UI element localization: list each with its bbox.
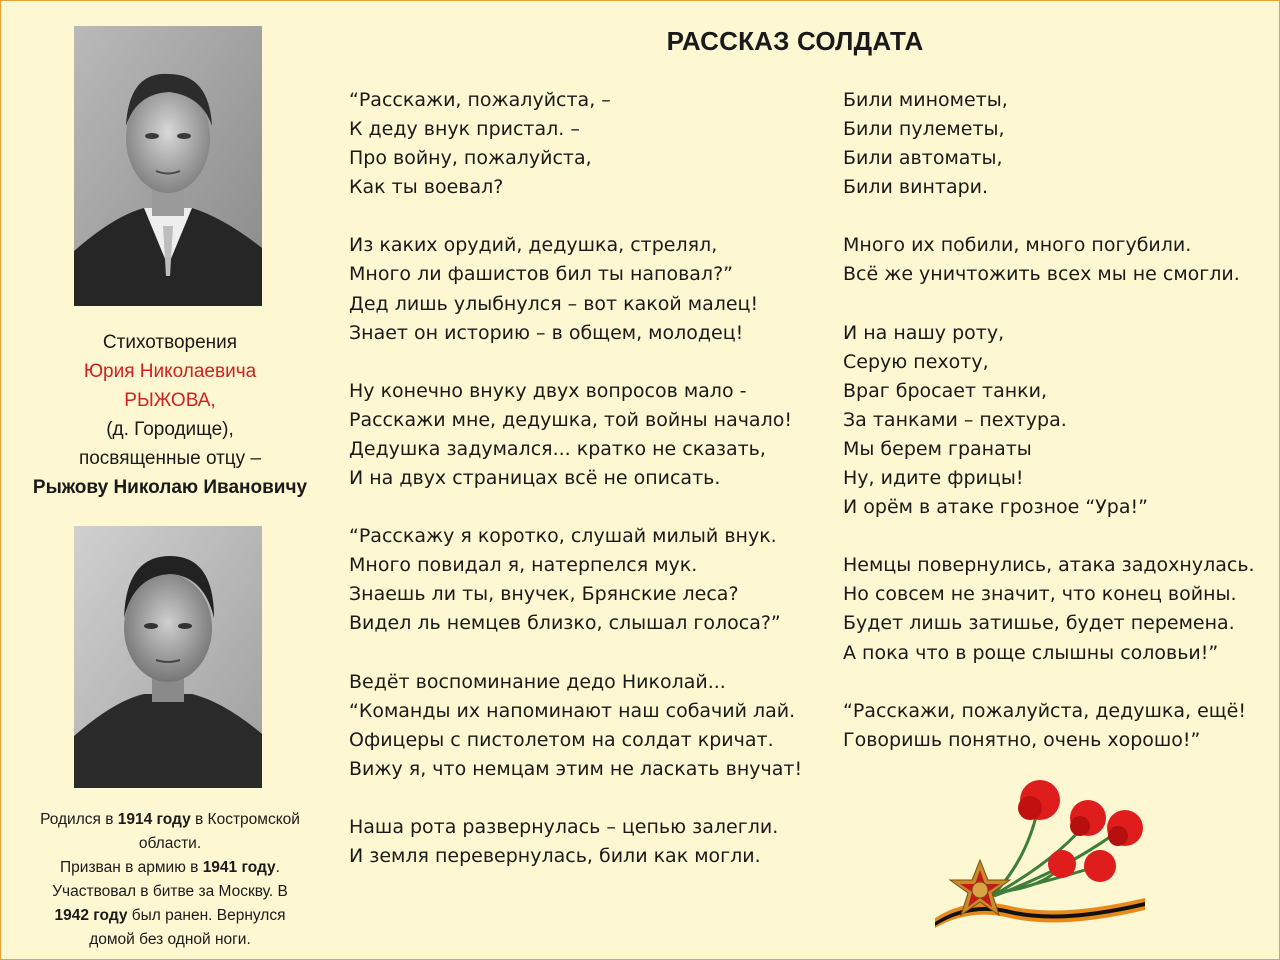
poem-line: Про войну, пожалуйста, xyxy=(349,147,592,170)
poem-stanza xyxy=(349,813,802,871)
dedication-line: Стихотворения xyxy=(102,332,238,353)
bio-line xyxy=(8,904,332,928)
bio-line xyxy=(8,856,332,880)
biography-text xyxy=(8,808,332,952)
poem-line: Всё же уничтожить всех мы не смогли. xyxy=(843,263,1240,286)
bio-line: Участвовал в битве за Москву. В xyxy=(52,883,288,900)
bio-text: был ранен. Вернулся xyxy=(127,907,286,924)
poem-line: Враг бросает танки, xyxy=(843,379,1048,402)
carnations-decoration xyxy=(930,778,1150,928)
poem-line: Наша рота развернулась – цепью залегли. xyxy=(349,815,779,838)
poem-line: Били автоматы, xyxy=(843,147,1003,170)
poem-column-left xyxy=(349,86,802,900)
dedication-text xyxy=(20,328,320,502)
poem-line: Видел ль немцев близко, слышал голоса?” xyxy=(349,612,781,635)
poem-line: Офицеры с пистолетом на солдат кричат. xyxy=(349,728,774,751)
poem-line: Били винтари. xyxy=(843,176,989,199)
father-photo xyxy=(74,526,262,788)
bio-line: домой без одной ноги. xyxy=(89,931,251,948)
poem-title: РАССКАЗ СОЛДАТА xyxy=(666,26,924,56)
poem-line: Ну, идите фрицы! xyxy=(843,467,1024,490)
poem-line: Били минометы, xyxy=(843,89,1008,111)
poem-stanza xyxy=(349,231,802,347)
poem-line: К деду внук пристал. – xyxy=(349,118,580,141)
bio-year: 1942 году xyxy=(54,907,128,924)
poem-line: “Команды их напоминают наш собачий лай. xyxy=(349,699,796,722)
poem-line: А пока что в роще слышны соловьи!” xyxy=(843,641,1219,664)
bio-year: 1914 году xyxy=(117,811,191,828)
poem-line: “Расскажи, пожалуйста, – xyxy=(349,89,611,111)
author-surname: РЫЖОВА, xyxy=(124,390,216,411)
poem-line: Много ли фашистов бил ты наповал?” xyxy=(349,263,733,286)
poem-line: Ведёт воспоминание дедо Николай... xyxy=(349,670,726,693)
poem-stanza xyxy=(349,522,802,638)
poem-line: Знает он историю – в общем, молодец! xyxy=(349,321,744,344)
poem-stanza xyxy=(843,319,1255,523)
poem-line: И на двух страницах всё не описать. xyxy=(349,467,721,490)
poem-line: Из каких орудий, дедушка, стрелял, xyxy=(349,234,718,257)
poem-line: Дед лишь улыбнулся – вот какой малец! xyxy=(349,292,759,315)
poem-stanza xyxy=(843,86,1255,202)
bio-text: Призван в армию в xyxy=(60,859,203,876)
bio-text: . xyxy=(275,859,280,876)
poem-stanza xyxy=(843,697,1255,755)
author-place: (д. Городище), xyxy=(106,419,234,440)
poem-line: Серую пехоту, xyxy=(843,350,989,373)
poem-line: Расскажи мне, дедушка, той войны начало! xyxy=(349,408,792,431)
author-name-line: Юрия Николаевича xyxy=(83,361,257,382)
poem-line: Мы берем гранаты xyxy=(843,437,1032,460)
poem-line: И орём в атаке грозное “Ура!” xyxy=(843,496,1148,519)
poem-stanza xyxy=(349,668,802,784)
poem-stanza xyxy=(843,231,1255,289)
poem-line: Ну конечно внуку двух вопросов мало - xyxy=(349,379,747,402)
poem-stanza xyxy=(843,551,1255,667)
bio-text: Родился в xyxy=(40,811,118,828)
poem-stanza xyxy=(349,86,802,202)
poem-line: И на нашу роту, xyxy=(843,321,1005,344)
poem-line: Как ты воевал? xyxy=(349,176,504,199)
poem-line: За танками – пехтура. xyxy=(843,408,1067,431)
poem-line: Говоришь понятно, очень хорошо!” xyxy=(843,728,1201,751)
poem-line: Много повидал я, натерпелся мук. xyxy=(349,554,698,577)
poem-line: Знаешь ли ты, внучек, Брянские леса? xyxy=(349,583,739,606)
father-name: Рыжову Николаю Ивановичу xyxy=(32,477,308,498)
dedication-line: посвященные отцу – xyxy=(78,448,262,469)
poem-line: Вижу я, что немцам этим не ласкать внучат! xyxy=(349,757,803,780)
poem-line: Но совсем не значит, что конец войны. xyxy=(843,583,1237,606)
poem-line: Дедушка задумался... кратко не сказать, xyxy=(349,437,766,460)
poem-column-right xyxy=(843,86,1255,784)
poem-line: “Расскажу я коротко, слушай милый внук. xyxy=(349,525,777,548)
poem-line: Немцы повернулись, атака задохнулась. xyxy=(843,554,1255,577)
bio-line xyxy=(8,808,332,856)
poem-line: Били пулеметы, xyxy=(843,118,1005,141)
author-photo xyxy=(74,26,262,306)
poem-line: Много их побили, много погубили. xyxy=(843,234,1192,257)
bio-text: в Костромской области. xyxy=(138,811,300,852)
bio-year: 1941 году xyxy=(202,859,276,876)
poem-line: “Расскажи, пожалуйста, дедушка, ещё! xyxy=(843,699,1246,722)
poem-line: И земля перевернулась, били как могли. xyxy=(349,844,761,867)
poem-line: Будет лишь затишье, будет перемена. xyxy=(843,612,1235,635)
poem-stanza xyxy=(349,377,802,493)
